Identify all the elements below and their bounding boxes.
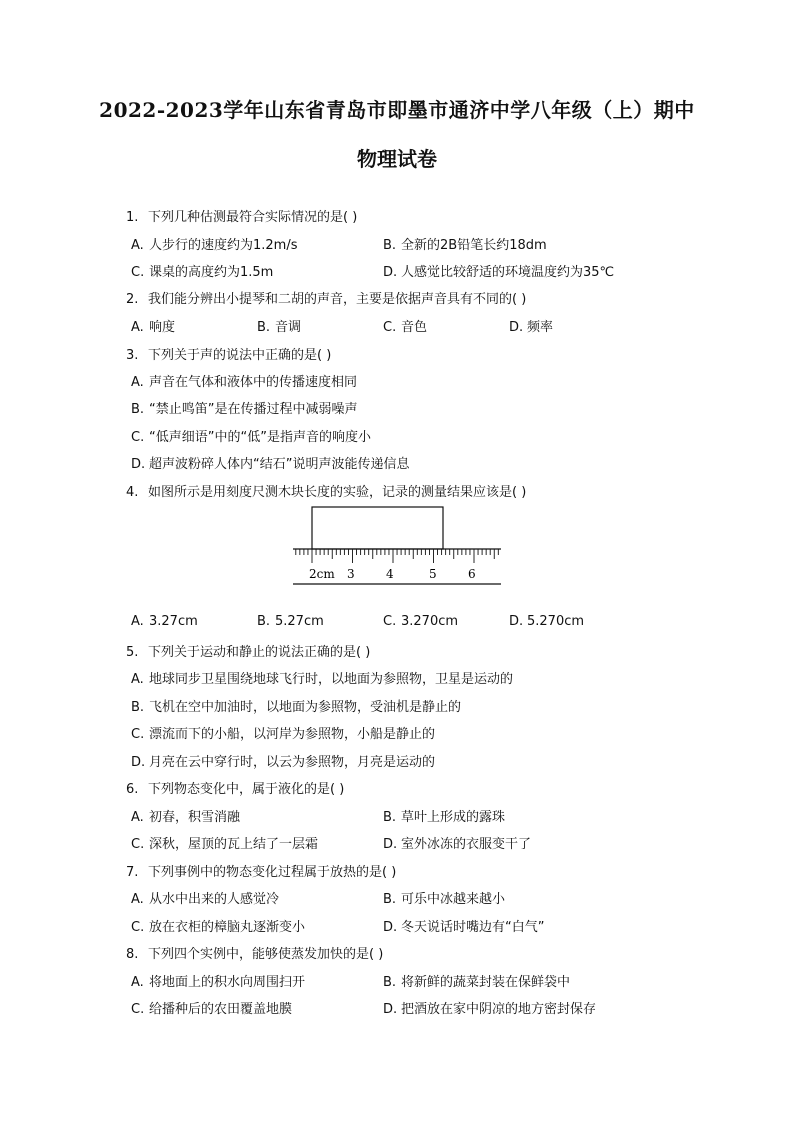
question-8-option-d: D. 把酒放在家中阴凉的地方密封保存 xyxy=(383,1002,597,1017)
question-8-option-c: C. 给播种后的农田覆盖地膜 xyxy=(131,1002,293,1017)
question-2-option-b: B. 音调 xyxy=(257,320,302,335)
question-5-option-d: D. 月亮在云中穿行时，以云为参照物，月亮是运动的 xyxy=(131,755,436,770)
question-7-option-c: C. 放在衣柜的樟脑丸逐渐变小 xyxy=(131,920,306,935)
exam-title-line2: 物理试卷 xyxy=(357,147,437,171)
question-5-option-c: C. 漂流而下的小船，以河岸为参照物，小船是静止的 xyxy=(131,727,436,742)
question-1-option-d: D. 人感觉比较舒适的环境温度约为35℃ xyxy=(383,265,615,280)
tick-label-6: 6 xyxy=(468,567,476,581)
question-4-option-a: A. 3.27cm xyxy=(131,614,198,629)
question-5-stem: 5. 下列关于运动和静止的说法正确的是( ) xyxy=(126,645,371,660)
question-1-option-a: A. 人步行的速度约为1.2m/s xyxy=(131,238,298,253)
question-7-option-b: B. 可乐中冰越来越小 xyxy=(383,892,506,907)
question-6-stem: 6. 下列物态变化中，属于液化的是( ) xyxy=(126,782,345,797)
question-6-option-a: A. 初春，积雪消融 xyxy=(131,810,241,825)
question-3-option-c: C. “低声细语”中的“低”是指声音的响度小 xyxy=(131,430,371,445)
ruler-figure xyxy=(290,504,504,588)
question-2-stem: 2. 我们能分辨出小提琴和二胡的声音，主要是依据声音具有不同的( ) xyxy=(126,292,527,307)
question-6-option-d: D. 室外冰冻的衣服变干了 xyxy=(383,837,532,852)
question-7-stem: 7. 下列事例中的物态变化过程属于放热的是( ) xyxy=(126,865,397,880)
wood-block xyxy=(312,507,443,549)
question-text: 下列几种估测最符合实际情况的是( ) xyxy=(148,210,358,225)
question-2-option-a: A. 响度 xyxy=(131,320,176,335)
tick-label-3: 3 xyxy=(347,567,355,581)
question-1-stem xyxy=(126,206,357,225)
question-6-option-b: B. 草叶上形成的露珠 xyxy=(383,810,506,825)
question-7-option-d: D. 冬天说话时嘴边有“白气” xyxy=(383,920,545,935)
question-1-option-c: C. 课桌的高度约为1.5m xyxy=(131,265,274,280)
tick-label-2cm: 2cm xyxy=(309,567,335,581)
question-3-option-a: A. 声音在气体和液体中的传播速度相同 xyxy=(131,375,358,390)
question-4-option-d: D. 5.270cm xyxy=(509,614,585,629)
question-4-option-b: B. 5.27cm xyxy=(257,614,324,629)
question-5-option-b: B. 飞机在空中加油时，以地面为参照物，受油机是静止的 xyxy=(131,700,462,715)
question-3-stem: 3. 下列关于声的说法中正确的是( ) xyxy=(126,348,332,363)
tick-label-5: 5 xyxy=(429,567,437,581)
question-3-option-d: D. 超声波粉碎人体内“结石”说明声波能传递信息 xyxy=(131,457,410,472)
question-4-option-c: C. 3.270cm xyxy=(383,614,459,629)
question-6-option-c: C. 深秋，屋顶的瓦上结了一层霜 xyxy=(131,837,319,852)
question-7-option-a: A. 从水中出来的人感觉冷 xyxy=(131,892,280,907)
tick-label-4: 4 xyxy=(386,567,394,581)
question-8-option-b: B. 将新鲜的蔬菜封装在保鲜袋中 xyxy=(383,975,571,990)
question-number: 1. xyxy=(126,210,139,225)
question-2-option-d: D. 频率 xyxy=(509,320,554,335)
question-1-option-b: B. 全新的2B铅笔长约18dm xyxy=(383,238,547,253)
question-8-option-a: A. 将地面上的积水向周围扫开 xyxy=(131,975,306,990)
question-8-stem: 8. 下列四个实例中，能够使蒸发加快的是( ) xyxy=(126,947,384,962)
question-5-option-a: A. 地球同步卫星围绕地球飞行时，以地面为参照物，卫星是运动的 xyxy=(131,672,514,687)
question-4-stem: 4. 如图所示是用刻度尺测木块长度的实验，记录的测量结果应该是( ) xyxy=(126,485,527,500)
exam-title-line1: 2022-2023学年山东省青岛市即墨市通济中学八年级（上）期中 xyxy=(99,98,695,122)
ruler-ticks xyxy=(296,549,499,563)
question-3-option-b: B. “禁止鸣笛”是在传播过程中减弱噪声 xyxy=(131,402,358,417)
question-2-option-c: C. 音色 xyxy=(383,320,428,335)
